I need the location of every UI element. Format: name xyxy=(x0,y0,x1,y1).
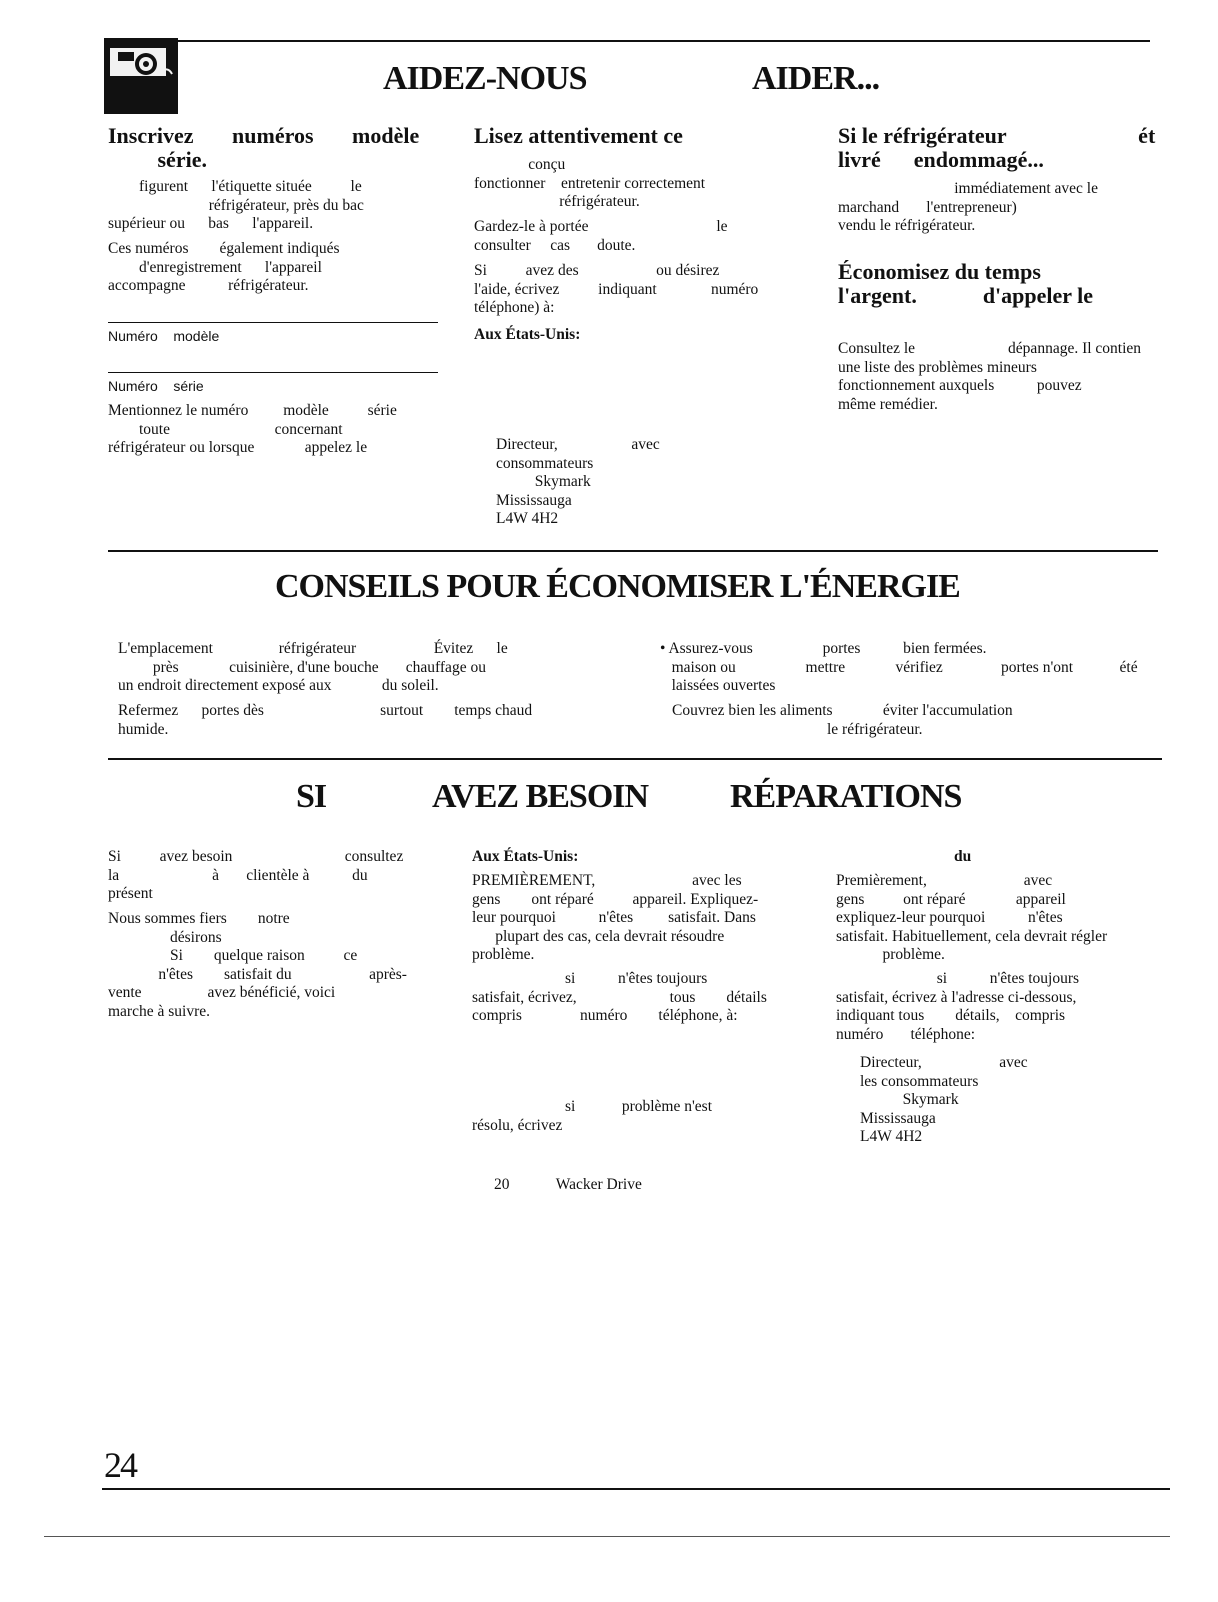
serial-number-line xyxy=(108,372,438,373)
col3-paragraph-1: immédiatement avec le marchand l'entrepreneur) vendu le réfrigérateur. xyxy=(838,180,1098,234)
repair-title-besoin: AVEZ BESOIN xyxy=(432,778,649,815)
repair-col1-paragraph-2: Nous sommes fiers notre désirons Si quelque raison ce n'êtes satisfait du après- vente avez bénéficié, voici marche à suivre. xyxy=(108,910,407,1020)
camera-figure-icon xyxy=(104,38,178,114)
repair-col2-address: 20 Wacker Drive xyxy=(494,1176,642,1193)
col2-paragraph-2: Gardez-le à portée le consulter cas doute. xyxy=(474,218,728,254)
repair-col3-paragraph-2: si n'êtes toujours satisfait, écrivez à l'adresse ci-dessous, indiquant tous détails, compris numéro téléphone: xyxy=(836,970,1080,1043)
col2-us-label: Aux États-Unis: xyxy=(474,326,581,343)
repair-col3-paragraph-1: Premièrement, avec gens ont réparé appareil expliquez-leur pourquoi n'êtes satisfait. Habituellement, cela devrait régler problème. xyxy=(836,872,1108,963)
footer-rule xyxy=(102,1488,1170,1490)
repair-col3-address: Directeur, avec les consommateurs Skymark Mississauga L4W 4H2 xyxy=(860,1054,1028,1145)
repair-col2-paragraph-1: PREMIÈREMENT, avec les gens ont réparé appareil. Expliquez- leur pourquoi n'êtes satisfait. Dans plupart des cas, cela devrait résoudre problème. xyxy=(472,872,759,963)
col1-paragraph-1: figurent l'étiquette située le réfrigérateur, près du bac supérieur ou bas l'appareil. xyxy=(108,178,364,232)
model-number-label: Numéro modèle xyxy=(108,328,220,344)
repair-title-reparations: RÉPARATIONS xyxy=(730,778,962,815)
col3-heading-1: Si le réfrigérateur ét livré endommagé... xyxy=(838,123,1156,172)
page-title-right: AIDER... xyxy=(752,60,880,97)
energy-title: CONSEILS POUR ÉCONOMISER L'ÉNERGIE xyxy=(275,568,960,605)
col2-paragraph-1: conçu fonctionner entretenir correctement réfrigérateur. xyxy=(474,156,706,210)
col2-heading: Lisez attentivement ce xyxy=(474,123,683,148)
energy-paragraph-2: Refermez portes dès surtout temps chaud humide. xyxy=(118,702,533,738)
repair-title-si: SI xyxy=(296,778,327,815)
appliance-logo-icon xyxy=(104,38,178,114)
energy-paragraph-4: Couvrez bien les aliments éviter l'accumulation le réfrigérateur. xyxy=(672,702,1013,738)
repair-col2-us-label: Aux États-Unis: xyxy=(472,848,579,865)
col1-paragraph-2: Ces numéros également indiqués d'enregistrement l'appareil accompagne réfrigérateur. xyxy=(108,240,340,294)
col2-paragraph-3: Si avez des ou désirez l'aide, écrivez indiquant numéro téléphone) à: xyxy=(474,262,759,316)
model-number-line xyxy=(108,322,438,323)
top-rule xyxy=(160,40,1150,42)
repair-top-rule xyxy=(108,758,1162,760)
repair-col2-paragraph-3: si problème n'est résolu, écrivez xyxy=(472,1098,713,1134)
col1-paragraph-3: Mentionnez le numéro modèle série toute concernant réfrigérateur ou lorsque appelez le xyxy=(108,402,397,456)
page-title-left: AIDEZ-NOUS xyxy=(383,60,587,97)
col1-heading: Inscrivez numéros modèle série. xyxy=(108,123,420,172)
repair-col1-paragraph-1: Si avez besoin consultez la à clientèle à du présent xyxy=(108,848,404,902)
page-number: 24 xyxy=(104,1445,136,1485)
repair-col2-paragraph-2: si n'êtes toujours satisfait, écrivez, tous détails compris numéro téléphone, à: xyxy=(472,970,767,1024)
bottom-edge-rule xyxy=(44,1536,1170,1537)
col3-heading-2: Économisez du temps l'argent. d'appeler le xyxy=(838,259,1094,308)
col2-address: Directeur, avec consommateurs Skymark Mississauga L4W 4H2 xyxy=(496,436,660,527)
energy-paragraph-1: L'emplacement réfrigérateur Évitez le près cuisinière, d'une bouche chauffage ou un endroit directement exposé aux du soleil. xyxy=(118,640,508,694)
serial-number-label: Numéro série xyxy=(108,378,204,394)
energy-top-rule xyxy=(108,550,1158,552)
col3-paragraph-2: Consultez le dépannage. Il contien une liste des problèmes mineurs fonctionnement auxquels pouvez même remédier. xyxy=(838,340,1142,413)
energy-paragraph-3: • Assurez-vous portes bien fermées. maison ou mettre vérifiez portes n'ont été laissées ouvertes xyxy=(660,640,1138,694)
repair-col3-label: du xyxy=(954,848,972,865)
